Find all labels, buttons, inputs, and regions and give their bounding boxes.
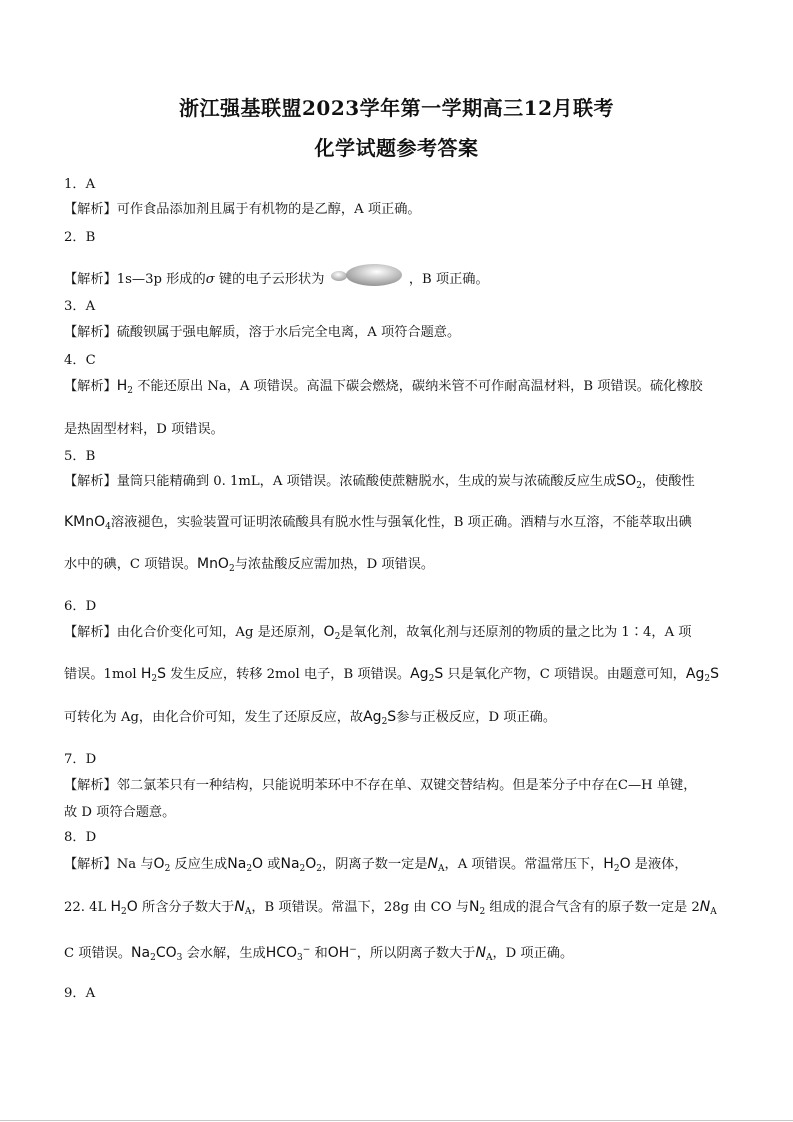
text-segment: 【解析】由化合价变化可知，Ag 是还原剂，	[64, 625, 324, 640]
explanation-4-line-1	[64, 377, 703, 400]
subscript: 2	[334, 632, 341, 642]
answer-3: 3．A	[64, 299, 96, 314]
page-title: 浙江强基联盟2023学年第一学期高三12月联考	[179, 96, 614, 120]
page-bottom-rule	[0, 1120, 793, 1121]
avogadro-symbol: N	[234, 899, 245, 915]
subscript: 2	[246, 864, 253, 874]
avogadro-symbol: N	[699, 899, 711, 915]
text-segment: 错误。1mol	[64, 667, 141, 682]
subscript: 2	[228, 564, 235, 574]
formula-kmno4: KMnO	[64, 514, 106, 530]
text-segment: 组成的混合气含有的原子数一定是 2	[485, 900, 700, 915]
text-segment: ，D 项正确。	[492, 946, 574, 961]
formula-part: S	[434, 666, 444, 682]
subscript: A	[244, 907, 252, 917]
text-segment: ，所以阴离子数大于	[356, 946, 476, 961]
answer-9: 9．A	[64, 986, 96, 1001]
subscript: 3	[297, 953, 303, 963]
answer-7: 7．D	[64, 752, 97, 767]
formula-part: S	[710, 666, 719, 682]
formula-hco3: HCO	[265, 945, 298, 961]
formula-so2: SO	[616, 473, 637, 489]
text-segment: ，使酸性	[641, 474, 695, 489]
explanation-5-line-2	[64, 513, 692, 536]
answer-4: 4．C	[64, 353, 96, 368]
answer-6: 6．D	[64, 599, 97, 614]
answer-1: 1．A	[64, 177, 96, 192]
subscript: 2	[428, 674, 435, 684]
superscript: −	[349, 945, 357, 955]
text-segment: 或	[263, 857, 281, 872]
text-segment: 溶液褪色，实验装置可证明浓硫酸具有脱水性与强氧化性，B 项正确。酒精与水互溶，不能萃取出碘	[110, 515, 692, 530]
formula-ag2s: Ag	[363, 709, 382, 725]
formula-part: O	[305, 856, 317, 872]
explanation-8-line-3	[64, 941, 573, 967]
subscript: 2	[127, 386, 134, 396]
formula-mno2: MnO	[196, 556, 229, 572]
formula-o2: O	[323, 624, 335, 640]
page-subtitle: 化学试题参考答案	[314, 136, 479, 160]
text-segment: 22. 4L	[64, 900, 111, 915]
text-segment: 和	[310, 946, 328, 961]
sigma-symbol: σ	[205, 272, 215, 287]
text-segment: ，B 项正确。	[408, 272, 489, 287]
explanation-3: 【解析】硫酸钡属于强电解质，溶于水后完全电离，A 项符合题意。	[64, 325, 461, 340]
formula-part: O	[252, 856, 264, 872]
explanation-1: 【解析】可作食品添加剂且属于有机物的是乙醇，A 项正确。	[64, 202, 421, 217]
text-segment: 与浓盐酸反应需加热，D 项错误。	[234, 557, 435, 572]
formula-ag2s: Ag	[410, 666, 429, 682]
formula-h2o: H	[110, 899, 122, 915]
explanation-6-line-1	[64, 623, 691, 646]
text-segment: ，B 项错误。常温下，28g 由 CO 与	[251, 900, 469, 915]
subscript: 2	[151, 674, 158, 684]
text-segment: 键的电子云形状为	[214, 272, 325, 287]
text-segment: ，A 项错误。常温常压下，	[444, 857, 604, 872]
subscript: 2	[636, 481, 642, 491]
explanation-4-line-2: 是热固型材料，D 项错误。	[64, 422, 224, 437]
subscript: 2	[316, 864, 323, 874]
text-segment: 只是氧化产物，C 项错误。由题意可知，	[443, 667, 686, 682]
subscript: 2	[121, 907, 127, 917]
text-segment: 【解析】Na 与	[64, 857, 154, 872]
subscript: 2	[479, 907, 486, 917]
subscript: 2	[704, 674, 711, 684]
formula-h2s: H	[140, 666, 152, 682]
orbital-cloud-image	[329, 263, 405, 289]
text-segment: 不能还原出 Na，A 项错误。高温下碳会燃烧，碳纳米管不可作耐高温材料，B 项错误。硫化橡胶	[133, 379, 703, 394]
explanation-5-line-3	[64, 555, 434, 578]
subscript: 2	[150, 953, 156, 963]
subscript: 4	[105, 522, 111, 532]
text-segment: 参与正极反应，D 项正确。	[396, 710, 557, 725]
formula-part: O	[619, 856, 631, 872]
text-segment: 【解析】	[64, 379, 117, 394]
subscript: 2	[381, 717, 388, 727]
formula-part: O	[126, 899, 138, 915]
text-segment: C 项错误。	[64, 946, 132, 961]
subscript: 2	[613, 864, 620, 874]
explanation-5-line-1	[64, 472, 695, 495]
formula-part: S	[387, 709, 397, 725]
subscript: A	[710, 907, 717, 917]
formula-h2: H	[116, 378, 128, 394]
formula-na2co3: Na	[131, 945, 151, 961]
text-segment: 发生反应，转移 2mol 电子，B 项错误。	[165, 667, 411, 682]
formula-oh: OH	[327, 945, 350, 961]
text-segment: 会水解，生成	[182, 946, 266, 961]
subscript: A	[438, 864, 445, 874]
text-segment: ，阴离子数一定是	[322, 857, 428, 872]
text-segment: 水中的碘，C 项错误。	[64, 557, 197, 572]
superscript: −	[302, 945, 311, 955]
formula-part: S	[157, 666, 166, 682]
avogadro-symbol: N	[475, 945, 486, 961]
text-segment: 【解析】量筒只能精确到 0. 1mL，A 项错误。浓硫酸使蔗糖脱水，生成的炭与浓硫酸反应生成	[64, 474, 617, 489]
formula-n2: N	[468, 899, 480, 915]
explanation-6-line-3	[64, 708, 556, 731]
subscript: 2	[164, 864, 171, 874]
formula-na2o2: Na	[280, 856, 300, 872]
text-segment: 是氧化剂，故氧化剂与还原剂的物质的量之比为 1∶4，A 项	[340, 625, 692, 640]
formula-part: CO	[155, 945, 177, 961]
answer-5: 5．B	[64, 449, 96, 464]
answer-2: 2．B	[64, 230, 96, 245]
text-segment: 反应生成	[170, 857, 228, 872]
explanation-8-line-1	[64, 855, 688, 878]
subscript: 2	[299, 864, 306, 874]
text-segment: 【解析】1s—3p 形成的	[64, 272, 206, 287]
subscript: 3	[176, 953, 183, 963]
text-segment: 可转化为 Ag，由化合价可知，发生了还原反应，故	[64, 710, 364, 725]
formula-h2o: H	[603, 856, 614, 872]
explanation-7-line-2: 故 D 项符合题意。	[64, 805, 176, 820]
explanation-8-line-2	[64, 898, 717, 921]
formula-na2o: Na	[227, 856, 247, 872]
explanation-2	[64, 263, 489, 289]
formula-o2: O	[153, 856, 165, 872]
avogadro-symbol: N	[427, 856, 439, 872]
subscript: A	[485, 953, 493, 963]
explanation-7-line-1: 【解析】邻二氯苯只有一种结构，只能说明苯环中不存在单、双键交替结构。但是苯分子中存在C—H 单键，	[64, 778, 697, 793]
text-segment: 是液体，	[630, 857, 688, 872]
formula-ag2s: Ag	[685, 666, 705, 682]
explanation-6-line-2	[64, 665, 719, 688]
answer-8: 8．D	[64, 830, 97, 845]
text-segment: 所含分子数大于	[137, 900, 235, 915]
